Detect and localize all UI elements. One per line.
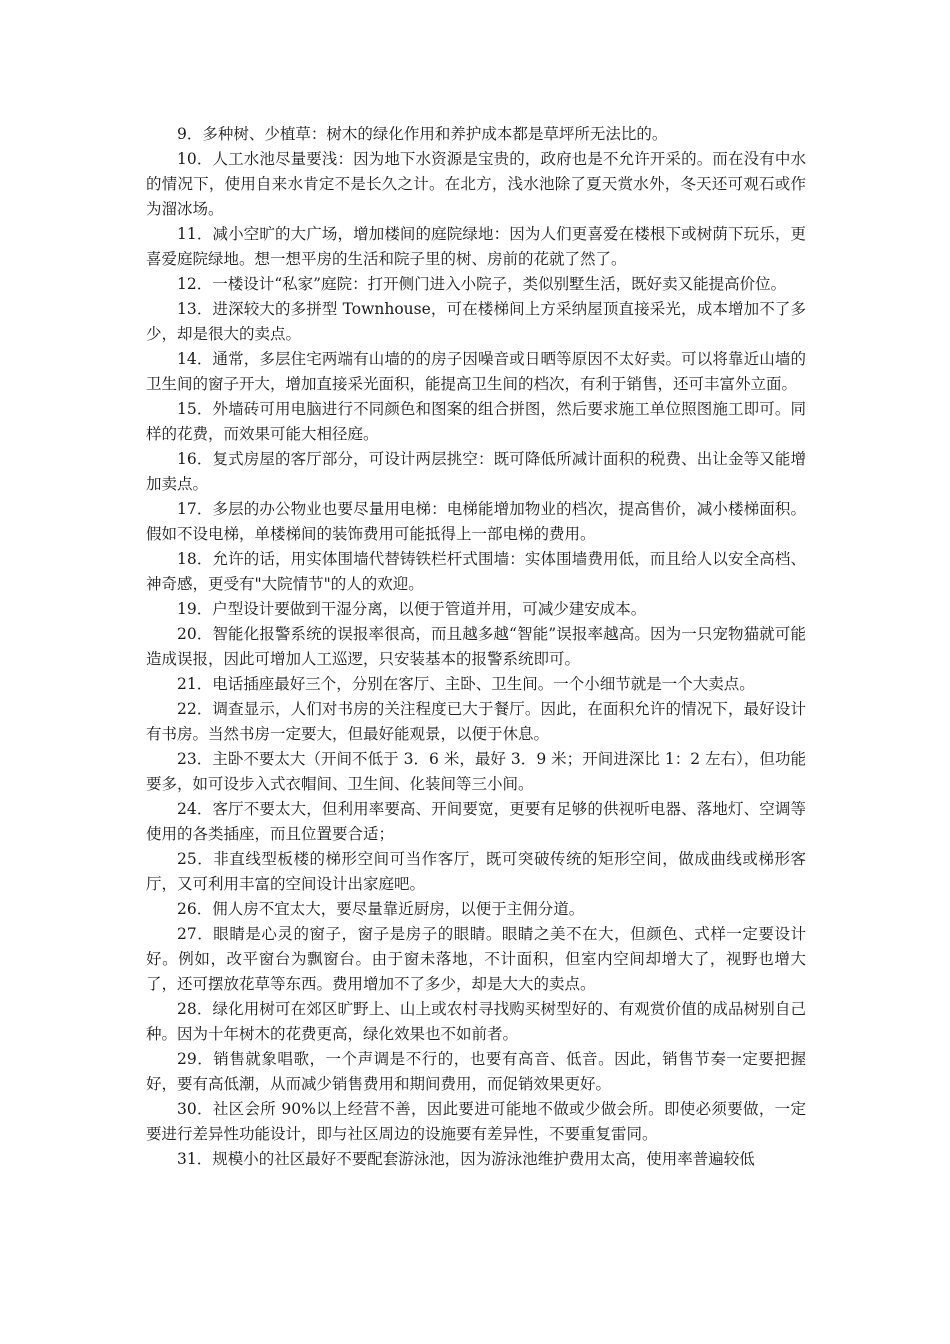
paragraph-item-28: 28．绿化用树可在郊区旷野上、山上或农村寻找购买树型好的、有观赏价值的成品树别自己种。因为十年树木的花费更高，绿化效果也不如前者。 [146, 1000, 806, 1043]
paragraph-item-20: 20．智能化报警系统的误报率很高，而且越多越“智能”误报率越高。因为一只宠物猫就可能造成误报，因此可增加人工巡逻，只安装基本的报警系统即可。 [146, 625, 806, 668]
paragraph-item-21: 21．电话插座最好三个，分别在客厅、主卧、卫生间。一个小细节就是一个大卖点。 [177, 675, 755, 693]
paragraph-item-18: 18．允许的话，用实体围墙代替铸铁栏杆式围墙：实体围墙费用低，而且给人以安全高档、神奇感，更受有"大院情节"的人的欢迎。 [146, 550, 806, 593]
paragraph-item-15: 15．外墙砖可用电脑进行不同颜色和图案的组合拼图，然后要求施工单位照图施工即可。同样的花费，而效果可能大相径庭。 [146, 400, 806, 443]
paragraph-item-26: 26．佣人房不宜太大，要尽量靠近厨房，以便于主佣分道。 [177, 900, 585, 918]
paragraph-item-31: 31．规模小的社区最好不要配套游泳池，因为游泳池维护费用太高，使用率普遍较低 [177, 1150, 755, 1168]
paragraph-item-14: 14．通常，多层住宅两端有山墙的的房子因噪音或日晒等原因不太好卖。可以将靠近山墙的卫生间的窗子开大，增加直接采光面积，能提高卫生间的档次，有利于销售，还可丰富外立面。 [146, 350, 806, 393]
paragraph-item-29: 29．销售就象唱歌，一个声调是不行的，也要有高音、低音。因此，销售节奏一定要把握好，要有高低潮，从而减少销售费用和期间费用，而促销效果更好。 [146, 1050, 806, 1093]
document-body [146, 122, 806, 1172]
paragraph-item-25: 25．非直线型板楼的梯形空间可当作客厅，既可突破传统的矩形空间，做成曲线或梯形客厅，又可利用丰富的空间设计出家庭吧。 [146, 850, 806, 893]
paragraph-item-12: 12．一楼设计“私家”庭院：打开侧门进入小院子，类似别墅生活，既好卖又能提高价位。 [177, 275, 787, 293]
paragraph-item-17: 17．多层的办公物业也要尽量用电梯：电梯能增加物业的档次，提高售价，减小楼梯面积。假如不设电梯，单楼梯间的装饰费用可能抵得上一部电梯的费用。 [146, 500, 806, 543]
paragraph-item-30: 30．社区会所 90%以上经营不善，因此要进可能地不做或少做会所。即使必须要做，一定要进行差异性功能设计，即与社区周边的设施要有差异性，不要重复雷同。 [146, 1100, 806, 1143]
paragraph-item-19: 19．户型设计要做到干湿分离，以便于管道并用，可减少建安成本。 [177, 600, 647, 618]
paragraph-item-23: 23．主卧不要太大（开间不低于 3．6 米，最好 3．9 米；开间进深比 1：2 左右），但功能要多，如可设步入式衣帽间、卫生间、化装间等三小间。 [146, 750, 806, 793]
paragraph-item-27: 27．眼睛是心灵的窗子，窗子是房子的眼睛。眼睛之美不在大，但颜色、式样一定要设计好。例如，改平窗台为飘窗台。由于窗未落地，不计面积，但室内空间却增大了，视野也增大了，还可摆放花草等东西。费用增加不了多少，却是大大的卖点。 [146, 925, 806, 993]
paragraph-item-11: 11．减小空旷的大广场，增加楼间的庭院绿地：因为人们更喜爱在楼根下或树荫下玩乐，更喜爱庭院绿地。想一想平房的生活和院子里的树、房前的花就了然了。 [146, 225, 806, 268]
paragraph-item-10: 10．人工水池尽量要浅：因为地下水资源是宝贵的，政府也是不允许开采的。而在没有中水的情况下，使用自来水肯定不是长久之计。在北方，浅水池除了夏天赏水外，冬天还可观石或作为溜冰场。 [146, 150, 806, 218]
paragraph-item-9: 9．多种树、少植草：树木的绿化作用和养护成本都是草坪所无法比的。 [177, 125, 668, 143]
paragraph-item-13: 13．进深较大的多拼型 Townhouse，可在楼梯间上方采纳屋顶直接采光，成本增加不了多少，却是很大的卖点。 [146, 300, 806, 343]
paragraph-item-16: 16．复式房屋的客厅部分，可设计两层挑空：既可降低所减计面积的税费、出让金等又能增加卖点。 [146, 450, 806, 493]
paragraph-item-24: 24．客厅不要太大，但利用率要高、开间要宽，更要有足够的供视听电器、落地灯、空调等使用的各类插座，而且位置要合适； [146, 800, 806, 843]
paragraph-item-22: 22．调查显示，人们对书房的关注程度已大于餐厅。因此，在面积允许的情况下，最好设计有书房。当然书房一定要大，但最好能观景，以便于休息。 [146, 700, 806, 743]
